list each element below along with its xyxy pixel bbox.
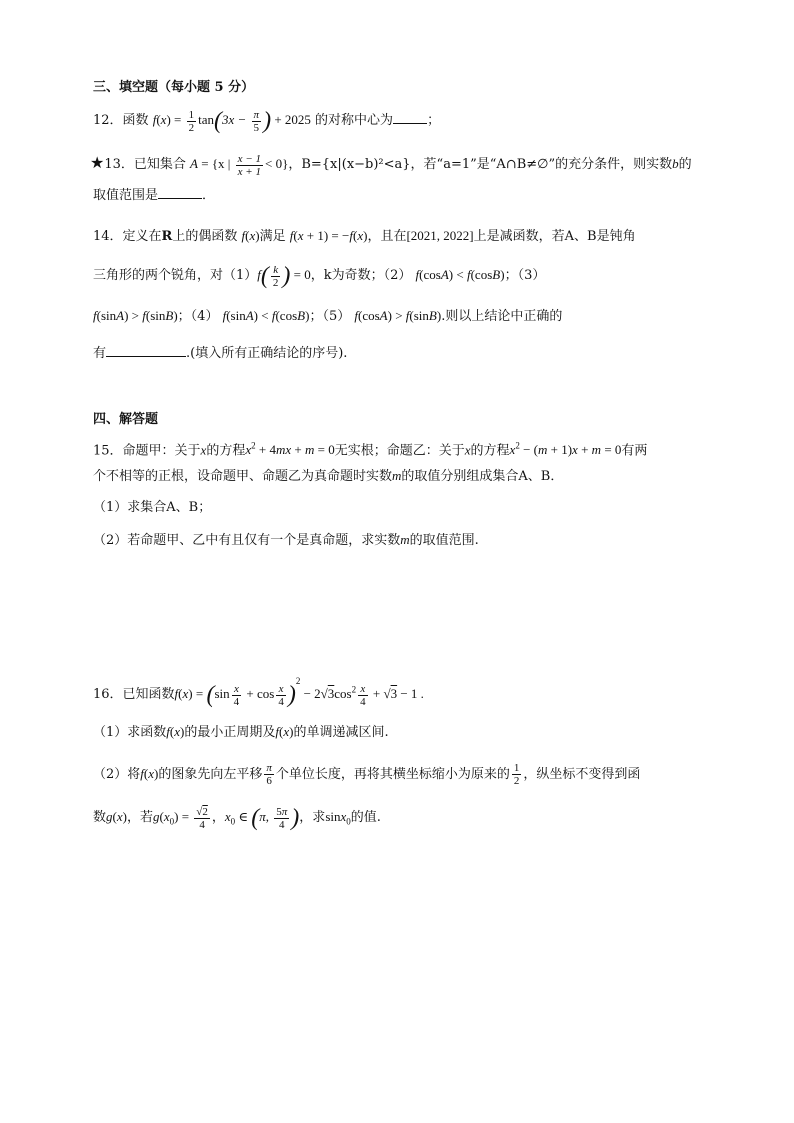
q16-shift: $\frac{\pi}{6}$	[266, 762, 272, 787]
q14-item5: f(cosA) > f(sinB)	[354, 308, 442, 323]
q16-f3: f(x)	[140, 766, 159, 781]
question-14-line2	[93, 260, 704, 291]
q16-text-i: 数	[93, 810, 107, 825]
q12-label: 12．函数	[93, 113, 149, 128]
question-16-line1	[93, 664, 704, 712]
q16-text-d: 的单调递减区间.	[293, 725, 389, 740]
question-13	[90, 150, 704, 178]
q14-text-d: ，且在	[367, 229, 407, 244]
q15-text-f: 个不相等的正根，设命题甲、命题乙为真命题时实数	[93, 469, 393, 484]
q15-text-c: 无实根；命题乙：关于	[334, 443, 465, 459]
q14-item3: f(sinA) > f(sinB)	[93, 308, 178, 323]
q12-end: ；	[427, 113, 441, 128]
q13-label: 13．已知集合	[104, 157, 186, 172]
section-title-fill-in: 三、填空题（每小题 5 分）	[93, 80, 255, 95]
q14-text-k: .则以上结论中正确的	[441, 309, 563, 324]
q16-text-e: （2）将	[93, 767, 141, 782]
question-16-part1	[93, 722, 704, 743]
q14-text-e: 上是减函数，若A、B是钝角	[473, 229, 636, 244]
q14-text-f: 三角形的两个锐角，对（1）	[93, 268, 258, 283]
q16-scale: $\frac{1}{2}$	[513, 762, 520, 787]
star-icon: ★	[90, 153, 105, 172]
q14-text-j: ；（5）	[309, 309, 351, 324]
q15-text-i: 的取值范围.	[409, 533, 479, 548]
section-title-solve: 四、解答题	[93, 412, 159, 427]
q13-answer-blank[interactable]	[158, 186, 202, 199]
q13-var-b: b	[672, 156, 679, 171]
q14-item2: f(cosA) < f(cosB)	[415, 267, 505, 282]
q12-formula: f(x) = $\frac{1}{2}$ tan(3x − $\frac{\pi}{5}$ ) + 2025	[152, 108, 311, 135]
q14-eq: f(x + 1) = −f(x)	[289, 228, 368, 243]
q15-var-m2: m	[400, 532, 410, 547]
q15-eq1: $x^2 + 4mx + m = 0$	[245, 441, 335, 458]
q15-var-x1: x	[200, 442, 207, 458]
q16-text-l: ，求	[299, 810, 326, 825]
q15-text-d: 的方程	[470, 443, 510, 459]
q13-end: ．	[202, 188, 216, 203]
q16-g: g(x)	[106, 809, 127, 824]
q13-line2-text: 取值范围是	[93, 188, 159, 203]
q16-f1: f(x)	[166, 724, 185, 739]
q16-text-f: 的图象先向左平移	[158, 767, 263, 782]
q15-text-g: 的取值分别组成集合A、B．	[401, 469, 564, 484]
q14-text-i: ；（4）	[177, 309, 219, 324]
q14-item4: f(sinA) < f(cosB)	[222, 308, 310, 323]
q13-tail: 的	[678, 157, 692, 172]
q14-answer-blank[interactable]	[106, 344, 186, 357]
q16-text-h: ，纵坐标不变得到函	[523, 767, 641, 782]
question-16-part2	[93, 760, 704, 789]
q15-var-m1: m	[392, 468, 402, 483]
q15-text-e: 有两	[621, 443, 648, 459]
q16-formula: f(x) = (sin $\frac{x}{4}$ + cos $\frac{x}{4}$ )$^2 - 2√3\cos^2$ $\frac{x}{4}$ + √3 − 1 .	[174, 676, 424, 709]
question-12	[93, 106, 704, 135]
q14-interval: [2021, 2022]	[406, 228, 474, 243]
question-16-part2-line2	[93, 800, 704, 839]
q15-var-x2: x	[464, 442, 471, 458]
q14-text-m: .(填入所有正确结论的序号).	[186, 346, 348, 361]
q15-text-h: （2）若命题甲、乙中有且仅有一个是真命题，求实数	[93, 533, 401, 548]
q16-text-m: 的值.	[350, 810, 381, 825]
q13-setA: A = {x | $\frac{x - 1}{x + 1}$ < 0}	[190, 152, 289, 178]
q16-text-c: 的最小正周期及	[184, 725, 276, 740]
question-13-line2	[93, 186, 704, 206]
q16-gx0: $g(x_0)$ = $\frac{√2}{4}$	[153, 805, 208, 831]
q12-answer-blank[interactable]	[393, 111, 427, 124]
q15-text-b: 的方程	[206, 443, 246, 459]
q14-f: f(x)	[241, 228, 260, 243]
question-15-part2	[93, 530, 704, 551]
question-15-line2	[93, 466, 704, 487]
q14-text-b: 上的偶函数	[172, 229, 238, 244]
q14-text-g: ，k为奇数；（2）	[310, 268, 412, 283]
q15-eq2: $x^2 - (m + 1)x + m = 0$	[509, 441, 622, 458]
q16-text-g: 个单位长度，再将其横坐标缩小为原来的	[275, 767, 510, 782]
q14-item1: f( $\frac{k}{2}$ ) = 0	[257, 263, 311, 290]
q14-R: R	[161, 229, 173, 244]
question-14-line1	[93, 226, 704, 247]
q16-sinx0: sinx$_0$	[325, 809, 351, 827]
question-14-line4	[93, 344, 704, 364]
q16-text-k: ，	[211, 810, 225, 825]
q13-text: ，B={x|(x−b)²<a}，若“a=1”是“A∩B≠∅”的充分条件，则实数	[288, 157, 673, 172]
question-15-part1: （1）求集合A、B；	[93, 500, 212, 515]
q14-text-h: ；（3）	[504, 268, 546, 283]
q16-f2: f(x)	[275, 724, 294, 739]
q14-text-l: 有	[93, 346, 107, 361]
q16-text-b: （1）求函数	[93, 725, 167, 740]
q16-text-a: 16．已知函数	[93, 687, 175, 702]
q16-text-j: ，若	[126, 810, 153, 825]
q16-x0-range: $x_0$ ∈ (π, $\frac{5\pi}{4}$ )	[224, 805, 300, 832]
question-15-line1	[93, 436, 704, 461]
q14-text-c: 满足	[259, 229, 286, 244]
q12-text: 的对称中心为	[315, 113, 394, 128]
question-14-line3	[93, 306, 704, 327]
q15-text-a: 15．命题甲：关于	[93, 443, 201, 459]
q14-text-a: 14．定义在	[93, 229, 162, 244]
